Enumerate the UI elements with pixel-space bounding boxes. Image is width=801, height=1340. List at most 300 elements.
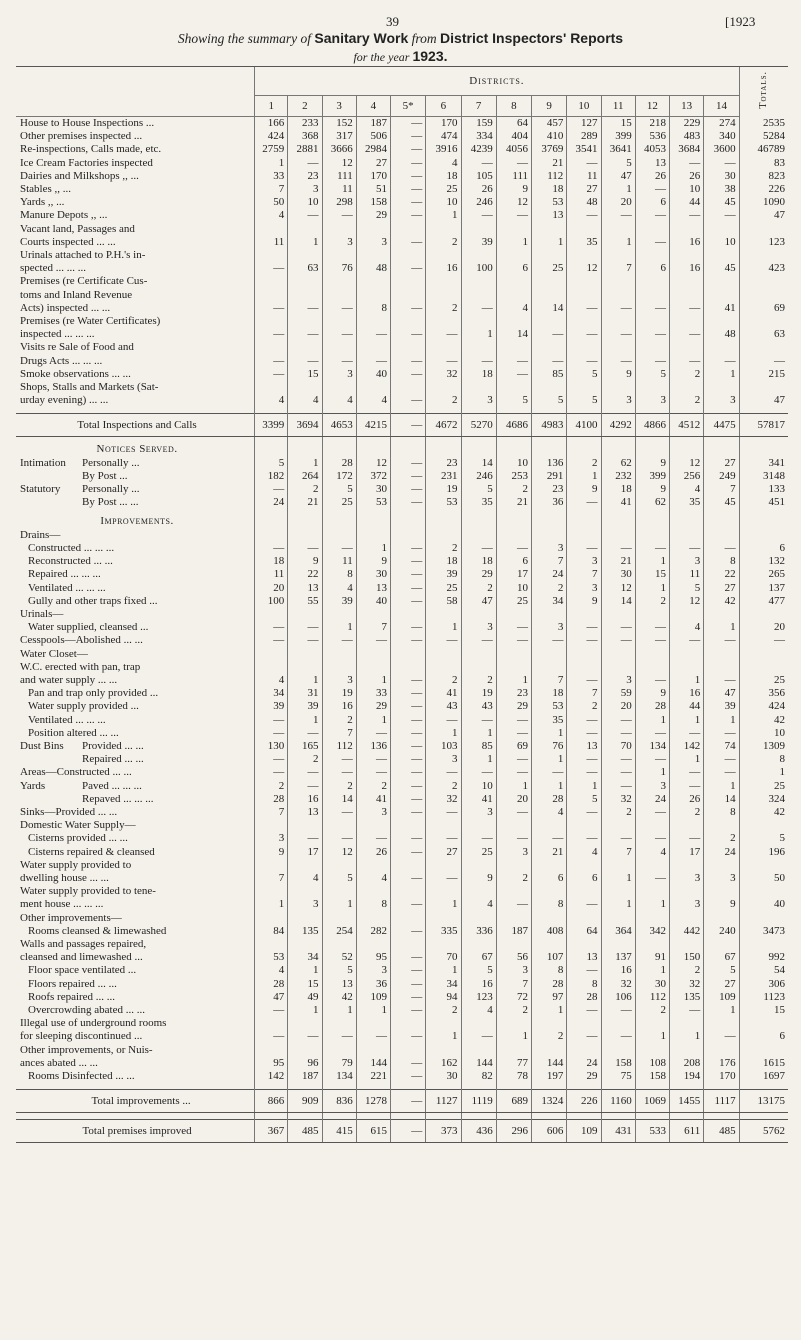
cell-district-14: — [704, 661, 739, 687]
cell-district-4: 4215 [356, 414, 390, 437]
row-label [16, 938, 255, 964]
cell-district-10: — [567, 275, 601, 315]
table-row [16, 727, 788, 740]
cell-district-8: 4056 [496, 143, 531, 156]
cell-district-13: 3 [670, 885, 704, 911]
cell-district-6: — [426, 859, 461, 885]
table-row [16, 496, 788, 509]
cell-district-11: — [601, 634, 635, 647]
cell-district-13: — [670, 832, 704, 845]
cell-district-3: — [322, 832, 356, 845]
row-label: Repaired ... ... ... [28, 568, 101, 581]
cell-district-5: — [390, 470, 425, 483]
cell-district-6: 162 [426, 1044, 461, 1070]
cell-district-2: 2 [288, 753, 322, 766]
cell-district-1: 7 [255, 806, 288, 819]
cell-district-8: — [496, 885, 531, 911]
cell-district-4: 8 [356, 885, 390, 911]
cell-district-10 [567, 648, 601, 661]
totals-header [739, 67, 788, 117]
cell-district-7: 3 [461, 806, 496, 819]
cell-district-2: — [288, 542, 322, 555]
cell-district-11: 20 [601, 196, 635, 209]
cell-district-13: 194 [670, 1070, 704, 1083]
cell-district-10 [567, 819, 601, 832]
cell-district-14 [704, 912, 739, 925]
page-title [0, 30, 801, 47]
row-label-line: W.C. erected with pan, trap [20, 660, 141, 673]
cell-district-4: 3 [356, 964, 390, 977]
cell-district-1: 182 [255, 470, 288, 483]
cell-district-2: 368 [288, 130, 322, 143]
table-row [16, 978, 788, 991]
cell-district-9: 5 [532, 381, 567, 407]
table-row [16, 315, 788, 341]
table-row [16, 183, 788, 196]
row-group: Intimation [20, 456, 66, 469]
cell-district-12 [635, 819, 669, 832]
cell-total [739, 912, 788, 925]
cell-district-8: 12 [496, 196, 531, 209]
cell-district-8: 5 [496, 381, 531, 407]
cell-district-5: — [390, 183, 425, 196]
row-group: Dust Bins [20, 739, 64, 752]
cell-district-8: 2 [496, 1004, 531, 1017]
cell-district-7: 3 [461, 621, 496, 634]
cell-district-10: 24 [567, 1044, 601, 1070]
cell-district-13: 611 [670, 1120, 704, 1143]
cell-district-8: 1 [496, 223, 531, 249]
cell-district-6 [426, 608, 461, 621]
cell-district-3: 3 [322, 661, 356, 687]
cell-district-5: — [390, 727, 425, 740]
row-label [16, 457, 255, 470]
cell-total: 5 [739, 832, 788, 845]
cell-district-9: 107 [532, 938, 567, 964]
cell-district-10: 289 [567, 130, 601, 143]
cell-district-5: — [390, 223, 425, 249]
cell-district-1: — [255, 1017, 288, 1043]
cell-district-8: — [496, 634, 531, 647]
cell-district-6 [426, 529, 461, 542]
cell-district-12: — [635, 275, 669, 315]
table-row [16, 753, 788, 766]
cell-district-6: 231 [426, 470, 461, 483]
cell-district-10: 2 [567, 700, 601, 713]
page-subtitle [0, 48, 801, 65]
cell-district-1: 9 [255, 846, 288, 859]
cell-total: 5762 [739, 1120, 788, 1143]
cell-district-3: 4 [322, 381, 356, 407]
cell-district-7: 18 [461, 368, 496, 381]
row-label [16, 1017, 255, 1043]
cell-district-4: 506 [356, 130, 390, 143]
row-label [16, 470, 255, 483]
cell-district-1: 3 [255, 832, 288, 845]
cell-district-12: 134 [635, 740, 669, 753]
cell-district-13: — [670, 341, 704, 367]
cell-district-3: 836 [322, 1090, 356, 1113]
cell-district-3: — [322, 542, 356, 555]
cell-district-5: — [390, 766, 425, 779]
cell-district-3: 79 [322, 1044, 356, 1070]
cell-district-9: 1324 [532, 1090, 567, 1113]
cell-district-13: — [670, 766, 704, 779]
cell-district-7: 159 [461, 117, 496, 131]
cell-district-2: 16 [288, 793, 322, 806]
cell-district-6: 41 [426, 687, 461, 700]
cell-district-10 [567, 529, 601, 542]
cell-district-2 [288, 529, 322, 542]
cell-district-6: 3916 [426, 143, 461, 156]
section-heading: Improvements. [100, 515, 174, 528]
cell-district-4: 13 [356, 582, 390, 595]
row-label-line: Visits re Sale of Food and [20, 341, 134, 354]
cell-district-8: — [496, 621, 531, 634]
cell-district-13: 3684 [670, 143, 704, 156]
cell-district-8 [496, 819, 531, 832]
table-row [16, 275, 788, 315]
cell-district-4 [356, 912, 390, 925]
cell-district-7: 2 [461, 582, 496, 595]
cell-district-9: 3 [532, 621, 567, 634]
cell-district-5: — [390, 341, 425, 367]
cell-district-2: 1 [288, 457, 322, 470]
cell-district-12: 62 [635, 496, 669, 509]
cell-district-8: 404 [496, 130, 531, 143]
cell-district-7: — [461, 157, 496, 170]
cell-district-9: 1 [532, 753, 567, 766]
row-label [16, 793, 255, 806]
table-row [16, 1017, 788, 1043]
cell-district-6: 3 [426, 753, 461, 766]
cell-district-6: 4 [426, 157, 461, 170]
row-label [16, 859, 255, 885]
cell-district-14: 3 [704, 859, 739, 885]
cell-district-5: — [390, 414, 425, 437]
cell-district-4: 221 [356, 1070, 390, 1083]
table-row [16, 687, 788, 700]
cell-district-8: 6 [496, 555, 531, 568]
cell-district-4: 8 [356, 275, 390, 315]
cell-district-6: 25 [426, 582, 461, 595]
districts-header: Districts. [255, 67, 740, 96]
cell-district-12: 536 [635, 130, 669, 143]
district-number-8: 8 [496, 96, 531, 117]
cell-total: — [739, 341, 788, 367]
cell-district-3: 13 [322, 978, 356, 991]
cell-district-14: 340 [704, 130, 739, 143]
row-label [16, 885, 255, 911]
row-label: Position altered ... ... [28, 726, 119, 739]
cell-district-14: 3600 [704, 143, 739, 156]
cell-district-2: 3 [288, 183, 322, 196]
cell-district-9: 53 [532, 700, 567, 713]
cell-district-11: 16 [601, 964, 635, 977]
cell-district-5: — [390, 483, 425, 496]
cell-district-10: 3 [567, 555, 601, 568]
cell-district-8: 77 [496, 1044, 531, 1070]
cell-district-5: — [390, 806, 425, 819]
cell-district-3: 5 [322, 859, 356, 885]
cell-district-2: 4 [288, 381, 322, 407]
cell-district-11: 1 [601, 183, 635, 196]
cell-district-5 [390, 529, 425, 542]
cell-district-10: 3 [567, 582, 601, 595]
cell-district-6: 32 [426, 793, 461, 806]
cell-district-11: 232 [601, 470, 635, 483]
district-number-9: 9 [532, 96, 567, 117]
cell-district-9: 8 [532, 964, 567, 977]
cell-district-11: — [601, 714, 635, 727]
cell-district-11: — [601, 780, 635, 793]
cell-district-5: — [390, 859, 425, 885]
cell-total: 1615 [739, 1044, 788, 1070]
cell-district-8: 1 [496, 1017, 531, 1043]
cell-district-7: 123 [461, 991, 496, 1004]
totals-header-label: Totals. [758, 71, 770, 110]
cell-district-7 [461, 648, 496, 661]
cell-district-6: 43 [426, 700, 461, 713]
cell-district-3 [322, 529, 356, 542]
cell-district-12: — [635, 806, 669, 819]
cell-district-9: 1 [532, 727, 567, 740]
table-row [16, 859, 788, 885]
cell-district-8: 187 [496, 925, 531, 938]
cell-district-6: 2 [426, 381, 461, 407]
cell-district-7: — [461, 832, 496, 845]
row-label: House to House Inspections ... [20, 117, 155, 129]
cell-district-14: 5 [704, 964, 739, 977]
cell-total: 196 [739, 846, 788, 859]
cell-district-10: 5 [567, 793, 601, 806]
cell-district-13 [670, 648, 704, 661]
cell-district-10: 7 [567, 568, 601, 581]
cell-district-7: 25 [461, 846, 496, 859]
cell-district-2: — [288, 634, 322, 647]
row-label: Roofs repaired ... ... [28, 990, 116, 1003]
cell-district-4: 4 [356, 859, 390, 885]
row-label-line: and water supply ... ... [20, 673, 118, 686]
row-sublabel: Personally ... [82, 483, 140, 496]
cell-district-7: — [461, 542, 496, 555]
table-row [16, 143, 788, 156]
row-sublabel: By Post ... ... [82, 496, 139, 509]
cell-district-6: 94 [426, 991, 461, 1004]
cell-total: 57817 [739, 414, 788, 437]
cell-district-8: 253 [496, 470, 531, 483]
cell-district-7: 41 [461, 793, 496, 806]
table-row [16, 457, 788, 470]
row-label: Smoke observations ... ... [20, 367, 131, 380]
cell-district-14: 176 [704, 1044, 739, 1070]
cell-district-1: — [255, 249, 288, 275]
cell-district-9: 28 [532, 793, 567, 806]
cell-total: 13175 [739, 1090, 788, 1113]
cell-district-9: 2 [532, 1017, 567, 1043]
table-row [16, 568, 788, 581]
cell-district-12: 533 [635, 1120, 669, 1143]
cell-district-12: 6 [635, 249, 669, 275]
cell-district-6: 2 [426, 542, 461, 555]
cell-district-9: 144 [532, 1044, 567, 1070]
cell-district-2: 1 [288, 1004, 322, 1017]
cell-district-14 [704, 648, 739, 661]
cell-district-5: — [390, 687, 425, 700]
cell-district-7 [461, 529, 496, 542]
cell-district-13: 12 [670, 457, 704, 470]
cell-district-13: — [670, 275, 704, 315]
cell-district-5: — [390, 209, 425, 222]
cell-district-10: 1 [567, 470, 601, 483]
cell-district-5: — [390, 938, 425, 964]
row-label [16, 275, 255, 315]
cell-district-3: — [322, 275, 356, 315]
cell-district-11: 137 [601, 938, 635, 964]
cell-district-14: 10 [704, 223, 739, 249]
row-label: Rooms cleansed & limewashed [28, 924, 167, 937]
cell-district-8: 7 [496, 978, 531, 991]
cell-district-11: 399 [601, 130, 635, 143]
cell-district-11: 364 [601, 925, 635, 938]
cell-district-6: 1 [426, 727, 461, 740]
cell-district-1: 166 [255, 117, 288, 131]
cell-district-2: — [288, 727, 322, 740]
cell-district-13: 1 [670, 1017, 704, 1043]
cell-district-11: 12 [601, 582, 635, 595]
row-sublabel: By Post ... [82, 469, 128, 482]
row-label [16, 496, 255, 509]
row-label-line: Illegal use of underground rooms [20, 1017, 167, 1030]
cell-district-12: — [635, 183, 669, 196]
cell-district-6: — [426, 766, 461, 779]
row-label [16, 483, 255, 496]
cell-district-9: 7 [532, 555, 567, 568]
cell-district-14: 1117 [704, 1090, 739, 1113]
cell-district-5: — [390, 170, 425, 183]
cell-district-11: 2 [601, 806, 635, 819]
cell-district-14: 27 [704, 978, 739, 991]
cell-district-13: 16 [670, 687, 704, 700]
table-row [16, 621, 788, 634]
cell-district-11: — [601, 766, 635, 779]
cell-district-4: — [356, 341, 390, 367]
cell-district-8: 689 [496, 1090, 531, 1113]
cell-district-12: 342 [635, 925, 669, 938]
table-row [16, 381, 788, 407]
cell-district-6: 335 [426, 925, 461, 938]
cell-district-1: 28 [255, 978, 288, 991]
cell-district-14: 1 [704, 714, 739, 727]
table-row [16, 196, 788, 209]
cell-district-4: 33 [356, 687, 390, 700]
cell-total [739, 529, 788, 542]
row-sublabel: Personally ... [82, 456, 140, 469]
cell-district-14: 1 [704, 368, 739, 381]
table-row [16, 832, 788, 845]
section-heading-row [16, 443, 788, 456]
cell-district-12: 2 [635, 1004, 669, 1017]
cell-district-6: 19 [426, 483, 461, 496]
cell-district-14: 30 [704, 170, 739, 183]
cell-district-4 [356, 529, 390, 542]
cell-district-4: — [356, 727, 390, 740]
cell-total: 25 [739, 661, 788, 687]
cell-district-11: 41 [601, 496, 635, 509]
cell-district-8: 10 [496, 582, 531, 595]
district-number-12: 12 [635, 96, 669, 117]
cell-district-12: 399 [635, 470, 669, 483]
cell-district-13: — [670, 315, 704, 341]
cell-district-7: 1119 [461, 1090, 496, 1113]
cell-district-6: 53 [426, 496, 461, 509]
table-row [16, 1004, 788, 1017]
cell-district-2: 22 [288, 568, 322, 581]
cell-district-6: 1127 [426, 1090, 461, 1113]
district-number-3: 3 [322, 96, 356, 117]
cell-district-7: 43 [461, 700, 496, 713]
cell-district-3: 4 [322, 582, 356, 595]
cell-district-14: 485 [704, 1120, 739, 1143]
cell-district-14: 3 [704, 381, 739, 407]
cell-district-1: — [255, 368, 288, 381]
cell-district-6: 30 [426, 1070, 461, 1083]
row-label: Water Closet— [20, 647, 88, 660]
cell-district-4: 372 [356, 470, 390, 483]
cell-district-2: — [288, 832, 322, 845]
cell-district-3: 76 [322, 249, 356, 275]
cell-district-7: 9 [461, 859, 496, 885]
cell-district-13: 2 [670, 964, 704, 977]
cell-district-8: — [496, 806, 531, 819]
cell-district-4: — [356, 753, 390, 766]
cell-district-11 [601, 608, 635, 621]
cell-district-11: 431 [601, 1120, 635, 1143]
cell-district-7: 16 [461, 978, 496, 991]
cell-district-5: — [390, 991, 425, 1004]
cell-district-6: 23 [426, 457, 461, 470]
cell-district-12: 1 [635, 766, 669, 779]
table-row [16, 806, 788, 819]
cell-district-9 [532, 529, 567, 542]
cell-district-5: — [390, 368, 425, 381]
cell-district-14: 41 [704, 275, 739, 315]
table-head [16, 67, 788, 117]
cell-district-2: 264 [288, 470, 322, 483]
cell-district-13: 26 [670, 170, 704, 183]
row-label [16, 341, 255, 367]
row-label: Other premises inspected ... [20, 130, 143, 143]
cell-district-11: 59 [601, 687, 635, 700]
cell-district-12: 28 [635, 700, 669, 713]
cell-district-9: 36 [532, 496, 567, 509]
cell-district-11: 3641 [601, 143, 635, 156]
table-row [16, 157, 788, 170]
cell-total: 424 [739, 700, 788, 713]
row-group: Yards [20, 779, 46, 792]
cell-district-12 [635, 608, 669, 621]
cell-district-4: 2 [356, 780, 390, 793]
cell-district-1: — [255, 341, 288, 367]
cell-district-12: 108 [635, 1044, 669, 1070]
cell-district-13: — [670, 542, 704, 555]
cell-district-6: — [426, 315, 461, 341]
cell-district-4: 1 [356, 661, 390, 687]
cell-district-10: 4100 [567, 414, 601, 437]
row-label: Cisterns repaired & cleansed [28, 845, 155, 858]
cell-district-2: 1 [288, 661, 322, 687]
cell-district-7: 105 [461, 170, 496, 183]
